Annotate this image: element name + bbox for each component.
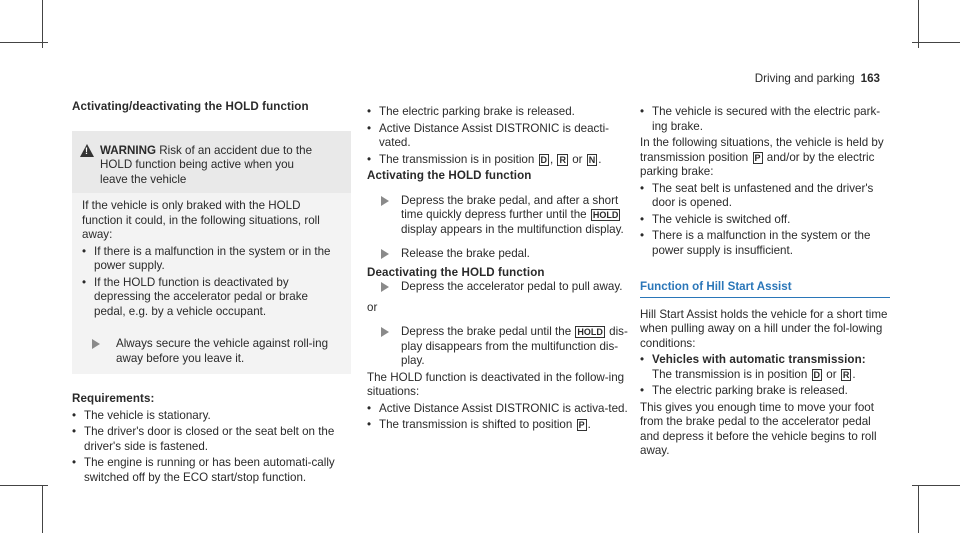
column-1 [72,100,347,485]
warning-step [82,337,341,366]
list-item: • Vehicles with automatic transmission: The transmission is in position D or R . [640,353,890,382]
arrow-right-icon [92,339,100,349]
hill-start-closing: This gives you enough time to move your foot from the brake pedal to the accelerator pedal and depress it before the vehicle begins to roll away. [640,400,877,457]
list-item: • Active Distance Assist DISTRONIC is deacti-vated. [367,122,629,151]
list-item: • The seat belt is unfastened and the driver's door is opened. [640,182,890,211]
automatic-label: Vehicles with automatic transmission: [652,353,866,366]
gear-r-symbol: R [842,369,850,380]
list-item: • The transmission is in position D , R or N . [367,153,629,168]
gear-d-symbol: D [813,369,821,380]
hill-start-title: Function of Hill Start Assist [640,280,890,298]
hill-start-list [640,353,890,399]
crop-mark [42,485,43,533]
trans-or: or [572,152,583,166]
gear-n-symbol: N [588,154,596,165]
list-item: • The electric parking brake is released. [367,105,629,120]
hold-symbol: HOLD [577,327,603,337]
list-item: • There is a malfunction in the system or the power supply is insufficient. [640,229,890,258]
list-item: • The transmission is shifted to position P . [367,418,629,433]
warning-text-1: Risk of an accident due to the [159,143,313,157]
auto-deactivation-continued [640,105,890,134]
step-text: dis-play disappears from the multifunction dis-play. [401,325,628,367]
arrow-right-icon [381,249,389,259]
list-item: • The electric parking brake is released. [640,384,890,399]
crop-mark [912,485,960,486]
arrow-right-icon [381,196,389,206]
warning-header [72,131,351,194]
gear-d-symbol: D [540,154,548,165]
arrow-right-icon [381,282,389,292]
list-item: • Active Distance Assist DISTRONIC is activa-ted. [367,402,629,417]
section-title-hold: Activating/deactivating the HOLD function [72,100,309,113]
crop-mark [42,0,43,48]
warning-step-text: Always secure the vehicle against roll-ing away before you leave it. [116,337,329,365]
column-2 [367,103,629,433]
list-item: • The vehicle is stationary. [72,409,347,424]
activating-title: Activating the HOLD function [367,169,532,182]
held-text: In the following situations, the vehicle is held by transmission position [640,136,884,164]
step-text: Release the brake pedal. [401,247,530,260]
requirements-continued [367,105,629,167]
auto-deactivation-list [367,402,629,433]
list-item: • The vehicle is secured with the electric park-ing brake. [640,105,890,134]
list-item: • If the HOLD function is deactivated by depressing the accelerator pedal or brake pedal, e.g. by a vehicle occupant. [82,276,341,320]
warning-body [72,193,351,374]
warning-text-2: HOLD function being active when you [100,158,294,171]
list-item: • The driver's door is closed or the seat belt on the driver's side is fastened. [72,425,347,454]
crop-mark [918,0,919,48]
auto-or: or [826,367,837,381]
deactivating-step-2 [367,325,629,369]
warning-bullets [82,245,341,320]
warning-text-3: leave the vehicle [100,172,187,186]
gear-p-symbol: P [754,152,761,163]
warning-icon [80,144,94,157]
hold-symbol: HOLD [592,210,619,220]
step-text: Depress the brake pedal, and after a short time quickly depress further until the [401,193,619,221]
gear-r-symbol: R [559,154,566,165]
header-section: Driving and parking [754,72,855,85]
shift-text: The transmission is shifted to position [379,418,573,431]
step-text: Depress the accelerator pedal to pull away. [401,280,623,293]
requirements-list [72,409,347,486]
or-separator: or [367,300,378,314]
trans-text: The transmission is in position [379,152,535,166]
warning-paragraph: If the vehicle is only braked with the HOLD function it could, in the following situations, roll away: [82,199,320,241]
deactivating-title: Deactivating the HOLD function [367,265,545,279]
auto-deactivation-text: The HOLD function is deactivated in the follow-ing situations: [367,370,625,398]
activating-step-1 [367,194,629,238]
auto-trans-text: The transmission is in position [652,367,808,381]
warning-label: WARNING [100,143,157,157]
crop-mark [912,42,960,43]
activating-step-2 [367,247,629,262]
warning-box [72,131,351,375]
page-header [755,72,880,87]
list-item: • The engine is running or has been automati-cally switched off by the ECO start/stop function. [72,456,347,485]
list-item: • The vehicle is switched off. [640,213,890,228]
crop-mark [0,485,48,486]
hill-start-paragraph: Hill Start Assist holds the vehicle for a short time when pulling away on a hill under the fol-lowing conditions: [640,307,888,350]
list-item: • If there is a malfunction in the system or in the power supply. [82,245,341,274]
requirements-title: Requirements: [72,392,155,405]
crop-mark [0,42,48,43]
held-text-2: and/or by the electric parking brake: [640,150,875,178]
step-text: Depress the brake pedal until the [401,325,572,338]
crop-mark [918,485,919,533]
column-3 [640,103,890,459]
gear-p-symbol: P [578,420,585,430]
step-text: display appears in the multifunction display. [401,222,624,236]
deactivating-step-1 [367,280,629,295]
held-list [640,182,890,259]
arrow-right-icon [381,327,389,337]
page-number: 163 [860,72,880,85]
held-paragraph [640,136,890,180]
